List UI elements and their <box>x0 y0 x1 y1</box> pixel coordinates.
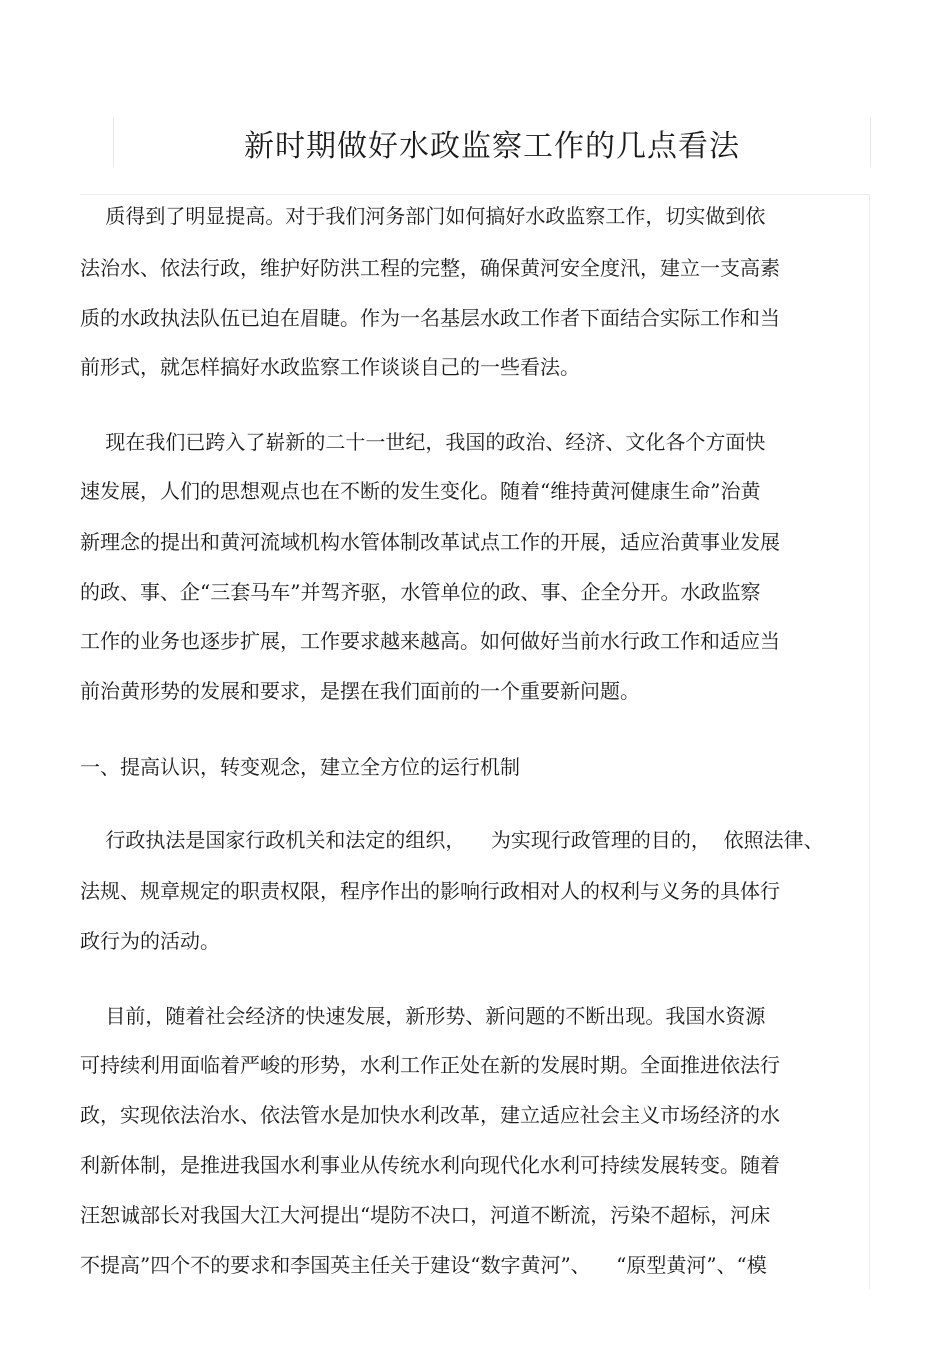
paragraph-2-line-2: 速发展，人们的思想观点也在不断的发生变化。随着“维持黄河健康生命”治黄 <box>80 479 761 503</box>
paragraph-2-line-1: 现在我们已跨入了崭新的二十一世纪，我国的政治、经济、文化各个方面快 <box>80 430 766 454</box>
paragraph-1-line-3: 质的水政执法队伍已迫在眉睫。作为一名基层水政工作者下面结合实际工作和当 <box>80 306 780 330</box>
paragraph-4-line-5: 汪恕诚部长对我国大江大河提出“堤防不决口，河道不断流，污染不超标，河床 <box>80 1203 771 1227</box>
paragraph-2-line-6: 前治黄形势的发展和要求，是摆在我们面前的一个重要新问题。 <box>80 679 640 703</box>
paragraph-3-line-3: 政行为的活动。 <box>80 929 220 953</box>
paragraph-2-line-4: 的政、事、企“三套马车”并驾齐驱，水管单位的政、事、企全分开。水政监察 <box>80 580 761 604</box>
paragraph-4-line-4: 利新体制，是推进我国水利事业从传统水利向现代化水利可持续发展转变。随着 <box>80 1153 780 1177</box>
paragraph-1-line-2: 法治水、依法行政，维护好防洪工程的完整，确保黄河安全度汛，建立一支高素 <box>80 256 780 280</box>
paragraph-4-line-2: 可持续利用面临着严峻的形势，水利工作正处在新的发展时期。全面推进依法行 <box>80 1053 780 1077</box>
paragraph-2-line-5: 工作的业务也逐步扩展，工作要求越来越高。如何做好当前水行政工作和适应当 <box>80 629 780 653</box>
paragraph-1-line-4: 前形式，就怎样搞好水政监察工作谈谈自己的一些看法。 <box>80 355 580 379</box>
paragraph-3-line-1: 行政执法是国家行政机关和法定的组织， 为实现行政管理的目的， 依照法律、 <box>80 828 824 852</box>
paragraph-1-line-1: 质得到了明显提高。对于我们河务部门如何搞好水政监察工作，切实做到依 <box>80 204 766 228</box>
paragraph-2-line-3: 新理念的提出和黄河流域机构水管体制改革试点工作的开展，适应治黄事业发展 <box>80 530 780 554</box>
content-right-rule <box>869 194 870 1289</box>
title-frame <box>113 117 871 167</box>
paragraph-3-line-2: 法规、规章规定的职责权限，程序作出的影响行政相对人的权利与义务的具体行 <box>80 879 780 903</box>
content-top-rule <box>80 194 870 195</box>
paragraph-4-line-3: 政，实现依法治水、依法管水是加快水利改革，建立适应社会主义市场经济的水 <box>80 1103 780 1127</box>
paragraph-4-line-6: 不提高”四个不的要求和李国英主任关于建设“数字黄河”、 “原型黄河”、“模 <box>80 1253 767 1277</box>
document-title: 新时期做好水政监察工作的几点看法 <box>244 129 740 164</box>
paragraph-4-line-1: 目前，随着社会经济的快速发展，新形势、新问题的不断出现。我国水资源 <box>80 1004 766 1028</box>
section-heading-1: 一、提高认识，转变观念，建立全方位的运行机制 <box>80 755 520 779</box>
